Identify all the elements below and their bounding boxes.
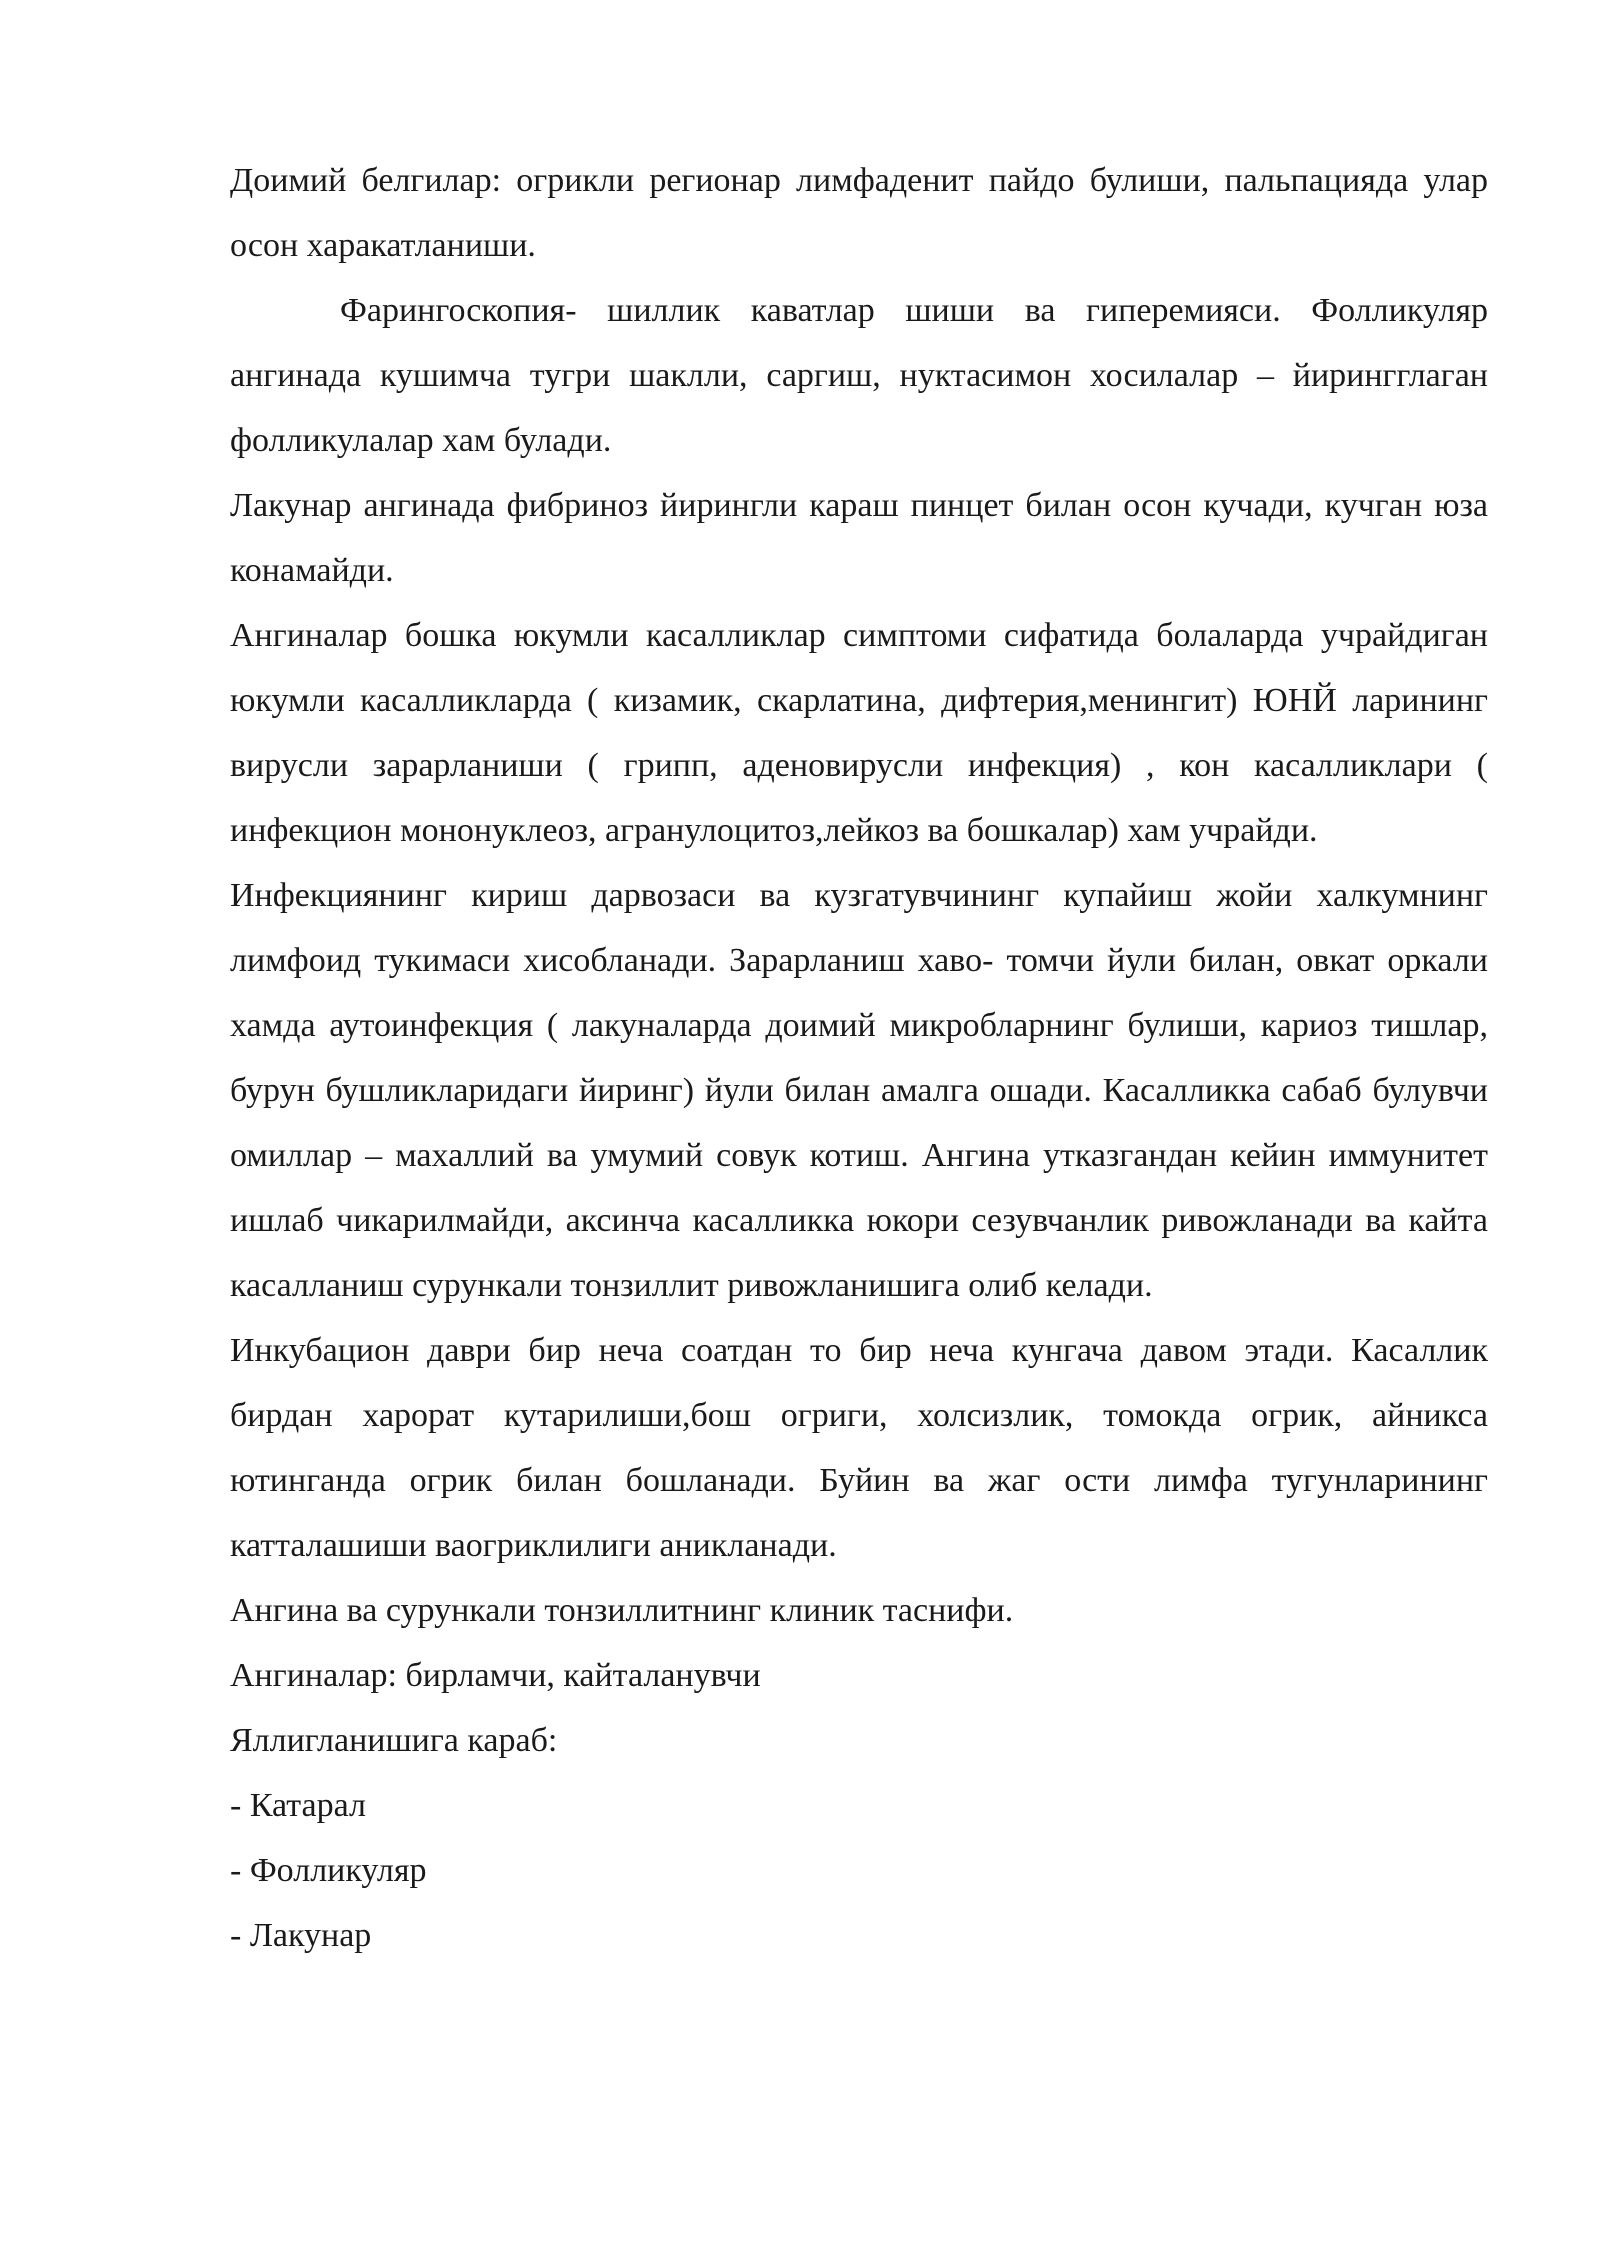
- paragraph-incubation: Инкубацион даври бир неча соатдан то бир неча кунгача давом этади. Касаллик бирдан харорат кутарилиши,бош огриги, холсизлик, томокда огрик, айникса ютинганда огрик билан бошланади. Буйин ва жаг ости лимфа тугунларининг катталашиши ваогриклилиги аникланади.: [230, 1332, 1488, 1564]
- classification-line: Ангиналар: бирламчи, кайталанувчи: [230, 1657, 761, 1694]
- paragraph-pharyngoscopy: Фарингоскопия- шиллик каватлар шиши ва гиперемияси. Фолликуляр ангинада кушимча тугри шаклли, саргиш, нуктасимон хосилалар – йирингглаган фолликулалар хам булади.: [230, 292, 1488, 459]
- section-heading: Ангина ва сурункали тонзиллитнинг клиник таснифи.: [230, 1592, 1014, 1629]
- list-item-catarrhal: - Катарал: [230, 1787, 366, 1824]
- inflammation-label: Яллигланишига караб:: [230, 1722, 558, 1759]
- paragraph-permanent-signs: Доимий белгилар: огрикли регионар лимфаденит пайдо булиши, пальпацияда улар осон харакатланиши.: [230, 162, 1488, 264]
- paragraph-other-infections: Ангиналар бошка юкумли касалликлар симптоми сифатида болаларда учрайдиган юкумли касалликларда ( кизамик, скарлатина, дифтерия,менингит) ЮНЙ ларининг вирусли зарарланиши ( грипп, аденовирусли инфекция) , кон касалликлари ( инфекцион мононуклеоз, агранулоцитоз,лейкоз ва бошкалар) хам учрайди.: [230, 617, 1488, 849]
- paragraph-infection-entry: Инфекциянинг кириш дарвозаси ва кузгатувчининг купайиш жойи халкумнинг лимфоид тукимаси хисобланади. Зарарланиш хаво- томчи йули билан, овкат оркали хамда аутоинфекция ( лакуналарда доимий микробларнинг булиши, кариоз тишлар, бурун бушликларидаги йиринг) йули билан амалга ошади. Касалликка сабаб булувчи омиллар – махаллий ва умумий совук котиш. Ангина утказгандан кейин иммунитет ишлаб чикарилмайди, аксинча касалликка юкори сезувчанлик ривожланади ва кайта касалланиш сурункали тонзиллит ривожланишига олиб келади.: [230, 877, 1488, 1304]
- paragraph-lacunar: Лакунар ангинада фибриноз йирингли караш пинцет билан осон кучади, кучган юза конамайди.: [230, 487, 1488, 589]
- list-item-lacunar: - Лакунар: [230, 1917, 372, 1954]
- document-body: [230, 148, 1488, 1968]
- list-item-follicular: - Фолликуляр: [230, 1852, 427, 1889]
